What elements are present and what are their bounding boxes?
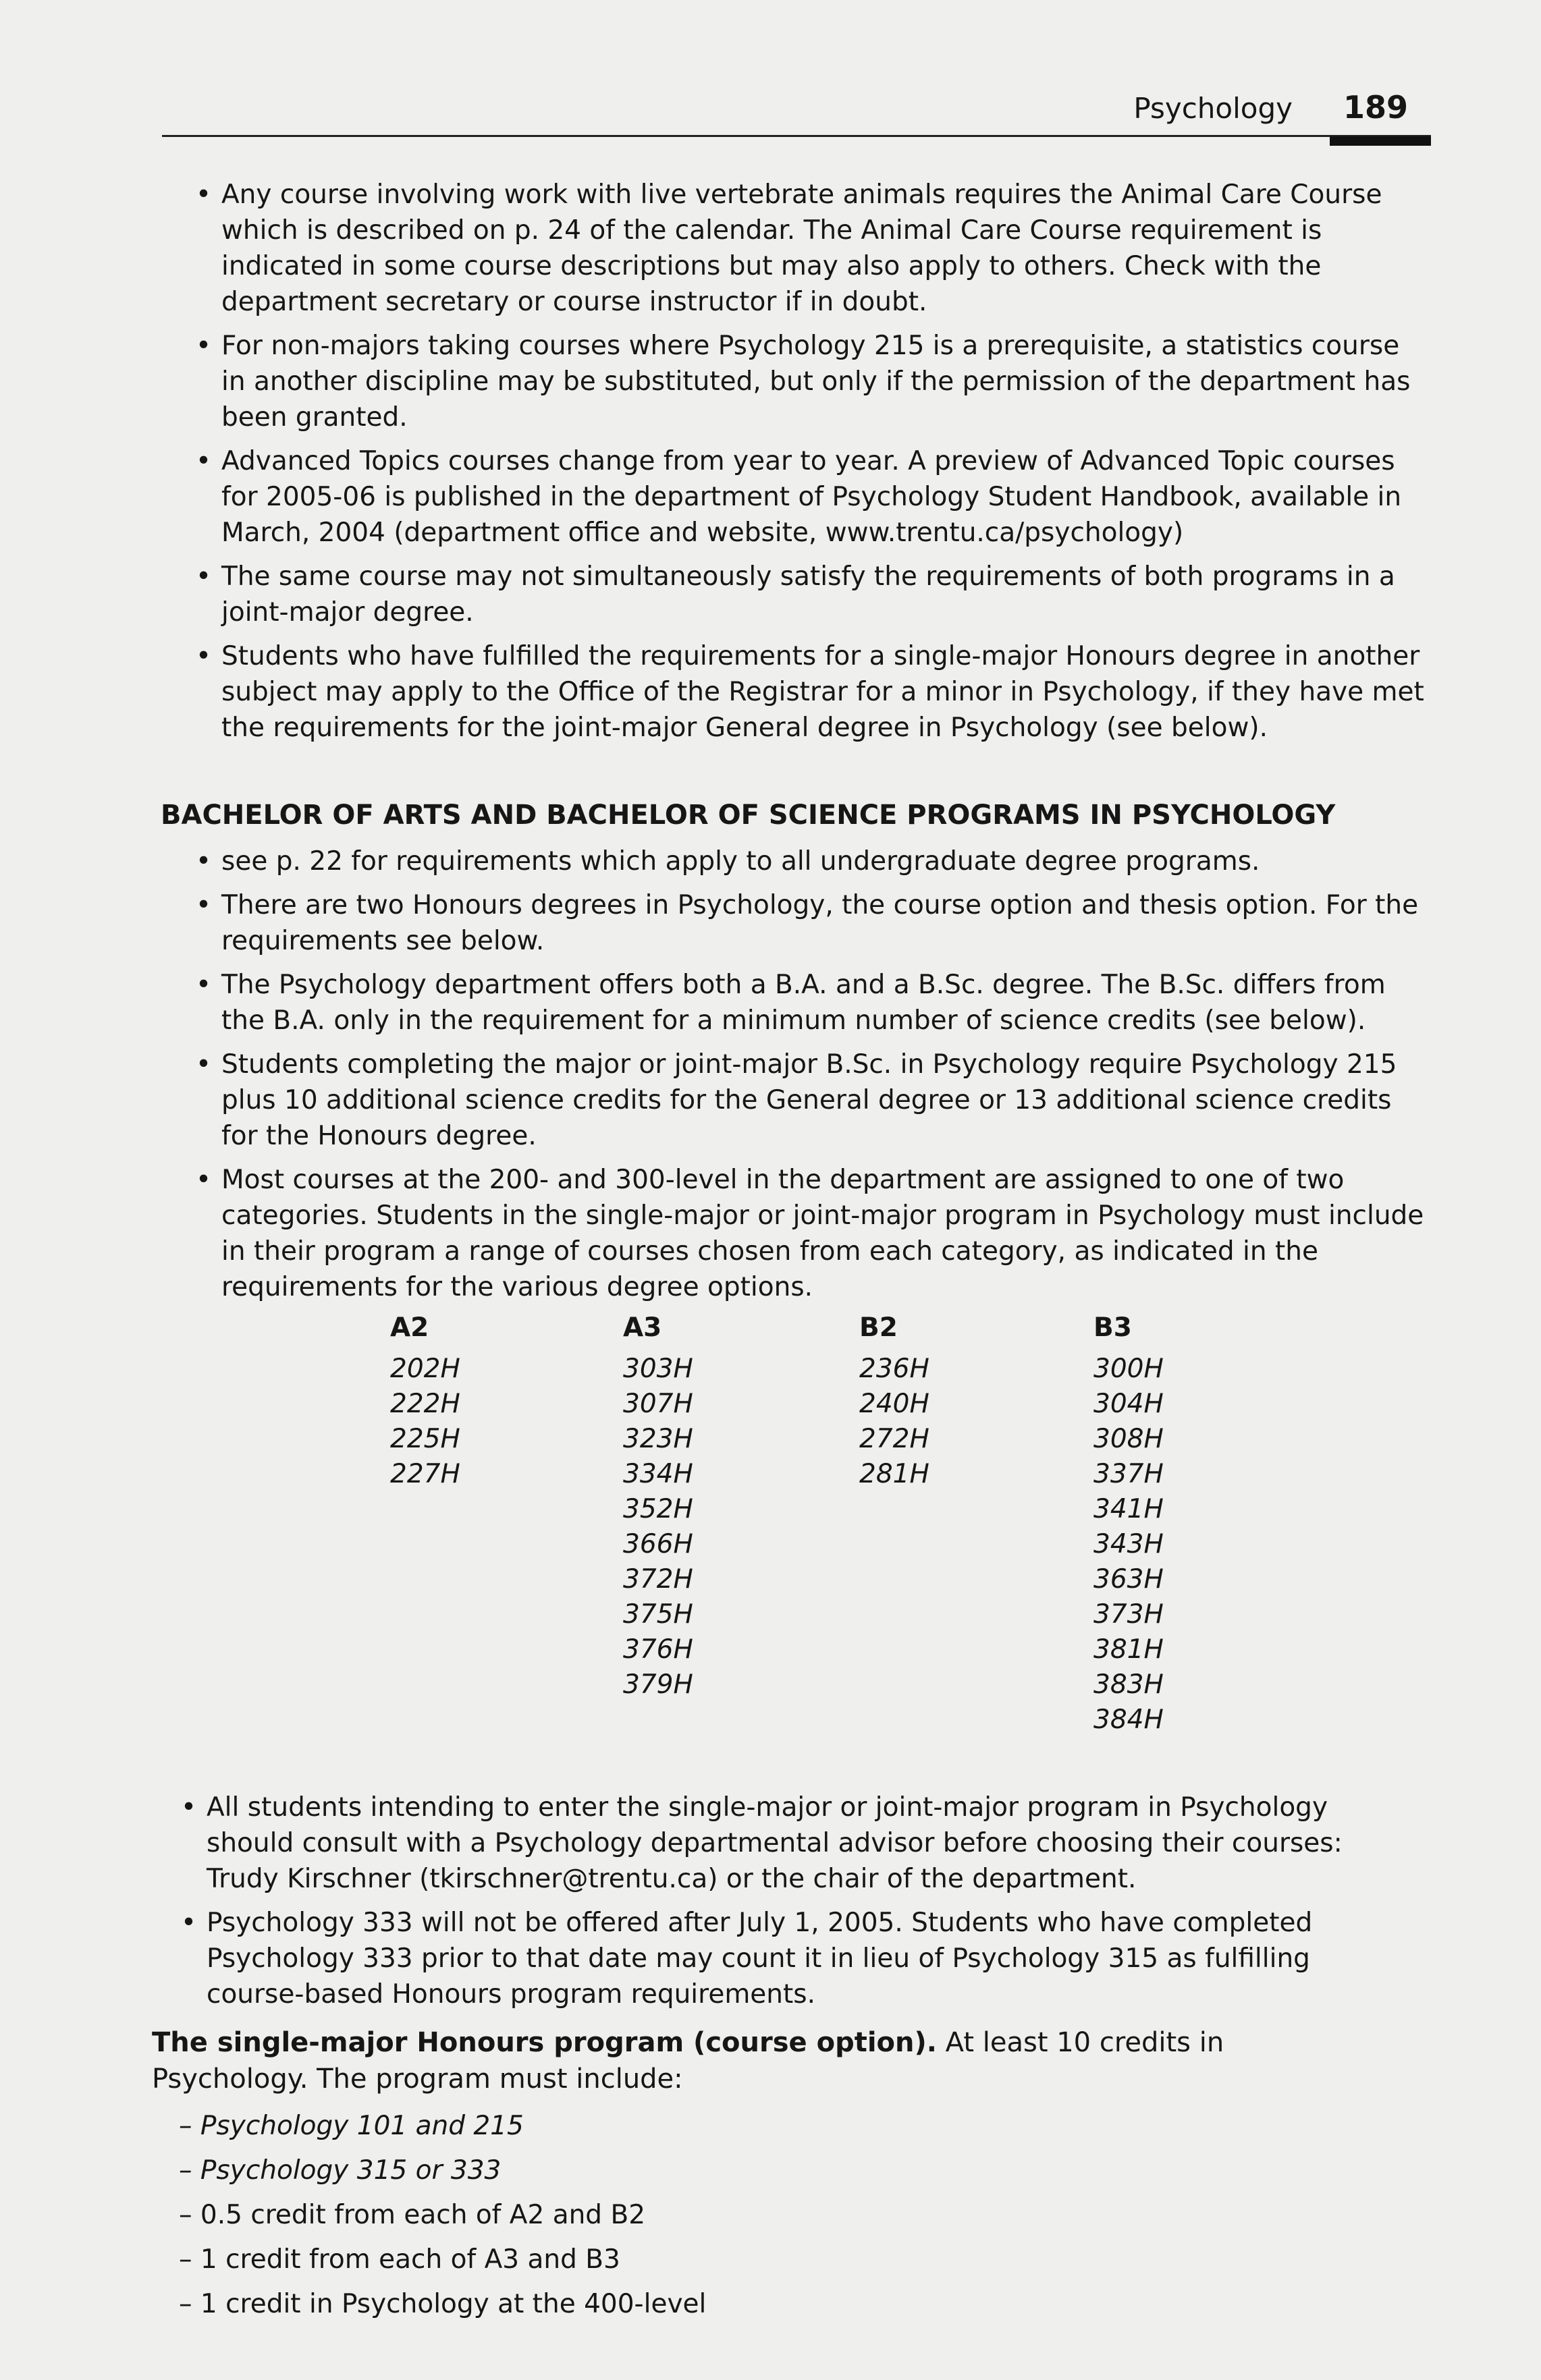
header-rule [162, 135, 1431, 137]
course-code: 308H [1093, 1424, 1164, 1454]
category-header: B2 [859, 1312, 898, 1343]
intro-bullet: • Any course involving work with live vertebrate animals requires the Animal Care Course which is described on p. 24 of the calendar. The Animal Care Course requirement is indicated in some course descriptions but may also apply to others. Check with the department secretary or course instructor if in doubt. [196, 177, 1431, 320]
program-bullet: • There are two Honours degrees in Psychology, the course option and thesis option. For the requirements see below. [196, 887, 1431, 959]
course-code: 373H [1093, 1599, 1164, 1630]
category-header: A2 [390, 1312, 429, 1343]
requirement-item: – Psychology 101 and 215 [179, 2111, 524, 2141]
category-column-b3 [1093, 1312, 1228, 1738]
course-code: 323H [623, 1424, 693, 1454]
course-code: 225H [390, 1424, 460, 1454]
section-heading: BACHELOR OF ARTS AND BACHELOR OF SCIENCE PROGRAMS IN PSYCHOLOGY [161, 800, 1336, 831]
intro-bullet: • For non-majors taking courses where Psychology 215 is a prerequisite, a statistics course in another discipline may be substituted, but only if the permission of the department has been granted. [196, 328, 1431, 435]
course-code: 202H [390, 1354, 460, 1384]
requirement-list [179, 2104, 706, 2327]
requirement-item: – 1 credit from each of A3 and B3 [179, 2244, 620, 2275]
course-category-table [0, 1312, 1541, 1758]
course-code: 300H [1093, 1354, 1164, 1384]
requirement-item: – 1 credit in Psychology at the 400-level [179, 2289, 707, 2319]
program-bullet: • see p. 22 for requirements which apply to all undergraduate degree programs. [196, 843, 1431, 879]
course-code: 372H [623, 1564, 693, 1595]
running-header [162, 86, 1431, 143]
category-column-a3 [623, 1312, 758, 1703]
course-code: 376H [623, 1634, 693, 1665]
requirement-item: – 0.5 credit from each of A2 and B2 [179, 2200, 646, 2230]
course-code: 272H [859, 1424, 929, 1454]
course-code: 375H [623, 1599, 693, 1630]
program-bullet: • Students completing the major or joint-major B.Sc. in Psychology require Psychology 215 plus 10 additional science credits for the General degree or 13 additional science credits for the Honours degree. [196, 1047, 1431, 1154]
intro-bullet: • The same course may not simultaneously satisfy the requirements of both programs in a joint-major degree. [196, 559, 1431, 630]
course-code: 381H [1093, 1634, 1164, 1665]
category-column-a2 [390, 1312, 525, 1492]
advising-bullet: • All students intending to enter the single-major or joint-major program in Psychology should consult with a Psychology departmental advisor before choosing their courses: Trudy Kirschner (tkirschner@trentu.ca) or the chair of the department. [181, 1790, 1396, 1897]
program-bullet: • The Psychology department offers both a B.A. and a B.Sc. degree. The B.Sc. differs from the B.A. only in the requirement for a minimum number of science credits (see below). [196, 967, 1431, 1039]
intro-bullet-list [196, 177, 1431, 754]
course-code: 343H [1093, 1529, 1164, 1559]
course-code: 307H [623, 1389, 693, 1419]
intro-bullet: • Advanced Topics courses change from year to year. A preview of Advanced Topic courses for 2005-06 is published in the department of Psychology Student Handbook, available in March, 2004 (department office and website, www.trentu.ca/psychology) [196, 443, 1431, 551]
advising-bullet-list [181, 1790, 1396, 2020]
course-code: 334H [623, 1459, 693, 1489]
course-code: 303H [623, 1354, 693, 1384]
program-title: The single-major Honours program (course option). [152, 2027, 937, 2058]
course-code: 227H [390, 1459, 460, 1489]
advising-bullet: • Psychology 333 will not be offered after July 1, 2005. Students who have completed Psychology 333 prior to that date may count it in lieu of Psychology 315 as fulfilling course-based Honours program requirements. [181, 1905, 1396, 2012]
course-code: 222H [390, 1389, 460, 1419]
course-code: 304H [1093, 1389, 1164, 1419]
course-code: 379H [623, 1669, 693, 1700]
category-column-b2 [859, 1312, 994, 1492]
program-bullet: • Most courses at the 200- and 300-level in the department are assigned to one of two categories. Students in the single-major or joint-major program in Psychology must include in their program a range of courses chosen from each category, as indicated in the requirements for the various degree options. [196, 1162, 1431, 1305]
course-code: 240H [859, 1389, 929, 1419]
course-code: 337H [1093, 1459, 1164, 1489]
category-header: B3 [1093, 1312, 1132, 1343]
running-title: Psychology [1133, 92, 1293, 125]
header-tab-marker [1330, 136, 1431, 146]
intro-bullet: • Students who have fulfilled the requirements for a single-major Honours degree in another subject may apply to the Office of the Registrar for a minor in Psychology, if they have met the requirements for the joint-major General degree in Psychology (see below). [196, 638, 1431, 746]
course-code: 281H [859, 1459, 929, 1489]
course-code: 363H [1093, 1564, 1164, 1595]
course-code: 352H [623, 1494, 693, 1524]
program-intro-text: At least 10 credits in Psychology. The program must include: [152, 2027, 1224, 2095]
program-paragraph [152, 2024, 1367, 2097]
page-number: 189 [1343, 89, 1408, 126]
course-code: 236H [859, 1354, 929, 1384]
category-header: A3 [623, 1312, 662, 1343]
course-code: 384H [1093, 1705, 1164, 1735]
requirement-item: – Psychology 315 or 333 [179, 2155, 502, 2186]
course-code: 366H [623, 1529, 693, 1559]
course-code: 341H [1093, 1494, 1164, 1524]
program-bullet-list [196, 843, 1431, 1313]
course-code: 383H [1093, 1669, 1164, 1700]
